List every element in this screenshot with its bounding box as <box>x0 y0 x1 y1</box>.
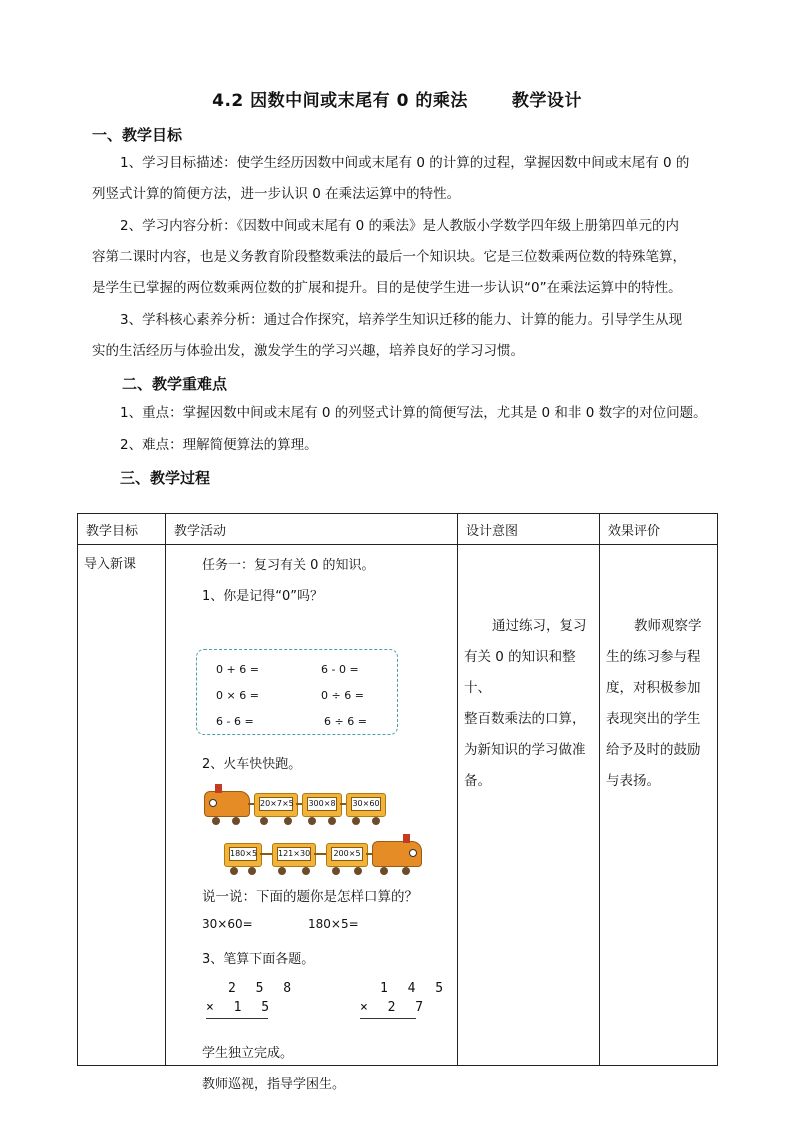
oral-item: 0 + 6 = <box>216 663 259 676</box>
goal-cell <box>78 545 166 1066</box>
teaching-process-table <box>77 513 718 1092</box>
page-title <box>0 86 794 111</box>
paragraph-goal-1: 1、学习目标描述：使学生经历因数中间或末尾有 0 的计算的过程，掌握因数中间或末尾有 0 的 <box>120 155 690 171</box>
table-header: 教学目标 <box>78 514 166 545</box>
say-prompt: 说一说：下面的题你是怎样口算的？ <box>202 889 418 905</box>
table-header: 设计意图 <box>458 514 600 545</box>
oral-item: 6 ÷ 6 = <box>324 715 367 728</box>
question-one: 1、你是记得“0”吗？ <box>202 589 324 604</box>
train-car-label: 200×5 <box>331 847 363 861</box>
oral-item: 0 × 6 = <box>216 689 259 702</box>
train-car <box>326 843 368 867</box>
train-car-label: 30×60 <box>351 797 381 811</box>
section-heading-process: 三、教学过程 <box>120 469 211 487</box>
train-car-label: 300×8 <box>307 797 337 811</box>
task-one: 任务一：复习有关 0 的知识。 <box>202 558 375 573</box>
train-car <box>272 843 316 867</box>
vertical-calc-2-top: 1 4 5 <box>380 981 450 996</box>
train-2 <box>224 843 424 869</box>
section-heading-goals: 一、教学目标 <box>92 126 183 144</box>
table-header: 效果评价 <box>600 514 718 545</box>
intent-line: 通过练习，复习 <box>492 618 587 634</box>
train-car-label: 180×5 <box>229 847 257 861</box>
paragraph-goal-3-cont: 实的生活经历与体验出发，激发学生的学习兴趣，培养良好的学习习惯。 <box>92 343 524 359</box>
intent-line: 为新知识的学习做准 <box>464 742 586 758</box>
paragraph-goal-2-cont2: 是学生已掌握的两位数乘两位数的扩展和提升。目的是使学生进一步认识“0”在乘法运算中的特性。 <box>92 280 682 296</box>
train-engine <box>204 791 250 817</box>
oral-item: 6 - 0 = <box>321 663 359 676</box>
paragraph-keypoint: 1、重点：掌握因数中间或末尾有 0 的列竖式计算的简便写法，尤其是 0 和非 0 数字的对位问题。 <box>120 405 707 421</box>
train-car-label: 121×30 <box>277 847 311 861</box>
train-car <box>224 843 262 867</box>
independent-note: 学生独立完成。 <box>202 1046 294 1061</box>
evaluation-line: 表现突出的学生 <box>606 711 701 727</box>
evaluation-line: 教师观察学 <box>634 618 702 634</box>
vertical-calc-1-bottom: × 1 5 <box>206 1000 276 1015</box>
paragraph-goal-2-cont: 容第二课时内容，也是义务教育阶段整数乘法的最后一个知识块。它是三位数乘两位数的特殊笔算， <box>92 249 686 265</box>
train-car <box>254 793 298 817</box>
table-header-row <box>78 514 718 545</box>
vertical-calc-2-bottom: × 2 7 <box>360 1000 430 1015</box>
evaluation-line: 度，对积极参加 <box>606 680 701 696</box>
paragraph-goal-1-cont: 列竖式计算的简便方法，进一步认识 0 在乘法运算中的特性。 <box>92 186 461 202</box>
activity-cell <box>166 545 458 1092</box>
train-1 <box>204 793 390 819</box>
intent-cell <box>458 545 600 1066</box>
table-header: 教学活动 <box>166 514 458 545</box>
evaluation-line: 生的练习参与程 <box>606 649 701 665</box>
calc-2-line <box>360 1018 416 1019</box>
train-engine <box>372 841 422 867</box>
paragraph-goal-3: 3、学科核心素养分析：通过合作探究，培养学生知识迁移的能力、计算的能力。引导学生从现 <box>120 312 683 328</box>
question-two: 2、火车快快跑。 <box>202 757 302 772</box>
calc-1-line <box>206 1018 268 1019</box>
goal-text: 导入新课 <box>84 557 137 572</box>
exercise-1: 30×60= <box>202 917 253 931</box>
table-row <box>78 545 718 1066</box>
section-heading-keypoints: 二、教学重难点 <box>122 375 228 393</box>
teacher-note: 教师巡视，指导学困生。 <box>202 1077 346 1092</box>
exercise-2: 180×5= <box>308 917 359 931</box>
title-suffix: 教学设计 <box>511 91 582 111</box>
intent-line: 备。 <box>464 773 491 789</box>
oral-item: 6 - 6 = <box>216 715 254 728</box>
oral-item: 0 ÷ 6 = <box>321 689 364 702</box>
intent-line: 整百数乘法的口算， <box>464 711 586 727</box>
evaluation-line: 与表扬。 <box>606 773 660 789</box>
evaluation-line: 给予及时的鼓励 <box>606 742 701 758</box>
vertical-calc-1-top: 2 5 8 <box>228 981 298 996</box>
intent-line: 有关 0 的知识和整十、 <box>464 649 576 696</box>
title-main: 4.2 因数中间或末尾有 0 的乘法 <box>212 91 468 111</box>
train-car-label: 20×7×5 <box>259 797 293 811</box>
question-three: 3、笔算下面各题。 <box>202 952 315 967</box>
train-car <box>346 793 386 817</box>
paragraph-difficulty: 2、难点：理解简便算法的算理。 <box>120 437 318 453</box>
paragraph-goal-2: 2、学习内容分析：《因数中间或末尾有 0 的乘法》是人教版小学数学四年级上册第四单元的内 <box>120 218 680 234</box>
evaluation-cell <box>600 545 718 1066</box>
train-car <box>302 793 342 817</box>
